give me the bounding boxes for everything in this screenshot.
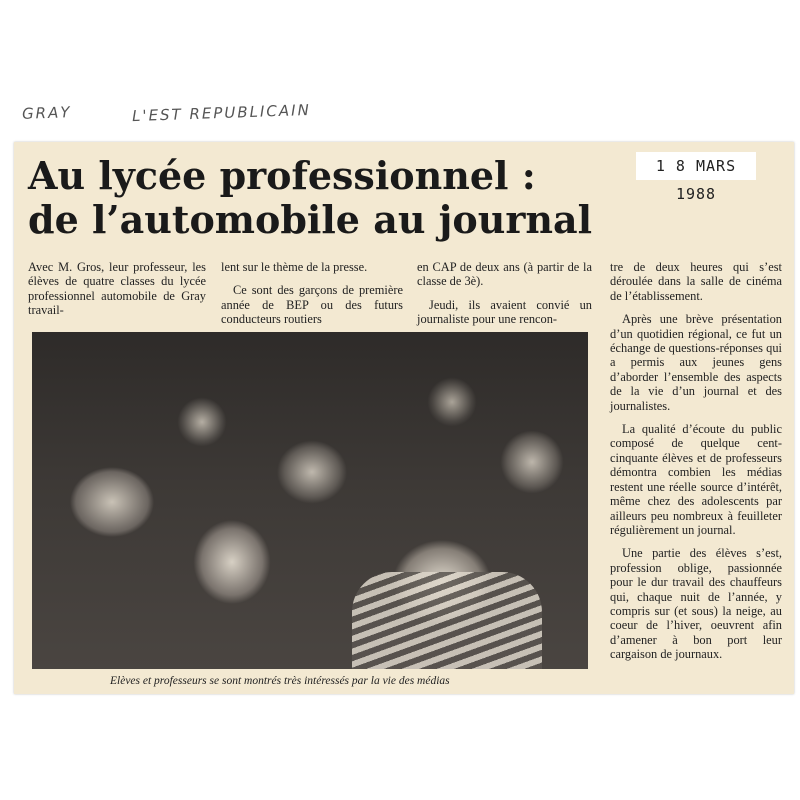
article-column-1: [28, 260, 206, 318]
photo-caption: Elèves et professeurs se sont montrés très intéressés par la vie des médias: [110, 675, 450, 687]
paragraph: La qualité d’écoute du public composé de quelque cent-cinquante élèves et de professeurs démontra combien les médias restent une réelle source d’intérêt, même chez des adolescents par ailleurs peu nombreux à feuilleter régulièrement un journal.: [610, 422, 782, 537]
paragraph: Ce sont des garçons de première année de BEP ou des futurs conducteurs routiers: [221, 283, 403, 327]
headline-line-1: Au lycée professionnel :: [28, 153, 536, 198]
article-column-3: [417, 260, 592, 327]
paragraph: Une partie des élèves s’est, profession oblige, passionnée pour le dur travail des chauffeurs qui, chaque nuit de l’année, y compris sur (et sous) la neige, au coeur de l’hiver, oeuvrent afin d’amener à bon port leur cargaison de journaux.: [610, 546, 782, 662]
paragraph: Jeudi, ils avaient convié un journaliste pour une rencon-: [417, 297, 592, 327]
striped-sweater: [352, 572, 542, 669]
newspaper-clipping: [14, 142, 794, 694]
photo-students-audience: [32, 332, 588, 669]
paragraph: en CAP de deux ans (à partir de la classe de 3è).: [417, 260, 592, 289]
paragraph: Avec M. Gros, leur professeur, les élèves de quatre classes du lycée professionnel automobile de Gray travail-: [28, 260, 206, 318]
paragraph: Après une brève présentation d’un quotidien régional, ce fut un échange de questions-réponses qui a permis aux jeunes gens d’aborder l’ensemble des aspects de la vie d’un journal et des journalistes.: [610, 312, 782, 413]
handwritten-newspaper-name: L'EST REPUBLICAIN: [131, 100, 312, 126]
paragraph: lent sur le thème de la presse.: [221, 260, 368, 274]
article-column-2: [221, 260, 403, 327]
headline: [28, 154, 668, 242]
date-stamp: 1 8 MARS 1988: [636, 152, 756, 180]
handwritten-location: GRAY: [21, 103, 72, 123]
article-column-4: [610, 260, 782, 662]
headline-line-2: de l’automobile au journal: [28, 197, 593, 242]
paragraph: tre de deux heures qui s’est déroulée dans la salle de cinéma de l’établissement.: [610, 260, 782, 303]
